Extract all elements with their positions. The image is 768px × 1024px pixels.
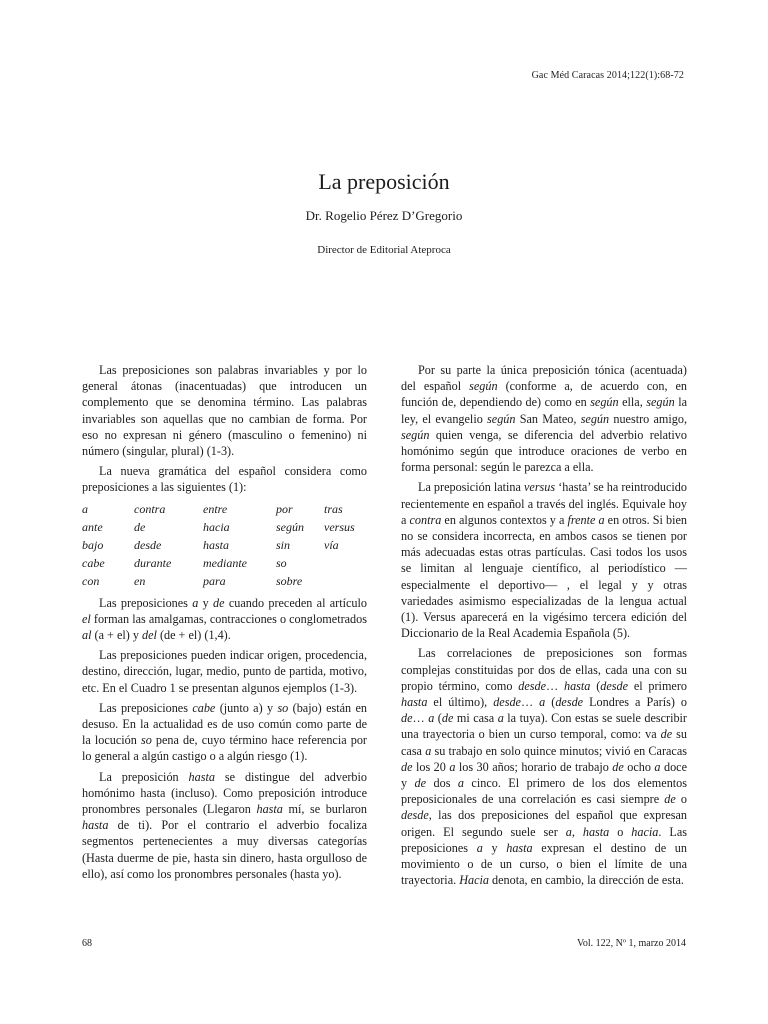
table-cell [324, 572, 364, 590]
paragraph: La preposición latina versus ‘hasta’ se ha reintroducido recientemente en español a través del inglés. Equivale hoy a contra en algunos contextos y a frente a en otros. Si bien no se considera incorrecta, en ambos casos se tienen por más adecuadas estas otras partículas. Casi todos los usos se limitan al lenguaje científico, al periodístico —especialmente el deportivo— , el legal y y otras variedades asimismo especializadas de la lengua actual (1). Versus aparecerá en la vigésimo tercera edición del Diccionario de la Real Academia Española (5). [401, 480, 687, 641]
paragraph: La preposición hasta se distingue del adverbio homónimo hasta (incluso). Como preposición introduce pronombres personales (Llegaron hasta mí, se burlaron hasta de ti). Por el contrario el adverbio focaliza segmentos pertenecientes a muy diversas categorías (Hasta duerme de pie, hasta sin dinero, hasta orgulloso de ello), así como los pronombres personales (hasta yo). [82, 769, 367, 881]
table-cell: entre [203, 501, 228, 516]
page-number: 68 [82, 938, 92, 949]
table-cell: bajo [82, 537, 104, 552]
paragraph: La nueva gramática del español considera como preposiciones a las siguientes (1): [82, 464, 367, 495]
table-row [82, 572, 364, 590]
table-cell: en [134, 573, 146, 588]
paragraph: Las preposiciones cabe (junto a) y so (bajo) están en desuso. En la actualidad es de uso común como parte de la locución so pena de, cuyo término hace referencia por lo general a algún castigo o a algún riesgo (1). [82, 700, 367, 764]
paragraph: Por su parte la única preposición tónica (acentuada) del español según (conforme a, de acuerdo con, en función de, dependiendo de) como en según ella, según la ley, el evangelio según San Mateo, según nuestro amigo, según quien venga, se diferencia del adverbio relativo homónimo según que introduce oraciones de verbo en forma personal: según le parezca a ella. [401, 363, 687, 475]
paragraph: Las preposiciones son palabras invariables y por lo general átonas (inacentuadas) que introducen un complemento que se denomina término. Las palabras invariables son aquellas que no cambian de forma. Por eso no expresan ni género (masculino o femenino) ni número (singular, plural) (1-3). [82, 363, 367, 459]
table-cell: de [134, 519, 146, 534]
table-cell [324, 554, 364, 572]
table-cell: tras [324, 501, 343, 516]
right-column [401, 362, 687, 893]
table-row [82, 536, 364, 554]
table-cell: durante [134, 555, 172, 570]
table-cell: hasta [203, 537, 230, 552]
table-cell: contra [134, 501, 166, 516]
table-cell: desde [134, 537, 162, 552]
article-author: Dr. Rogelio Pérez D’Gregorio [305, 208, 463, 223]
table-row [82, 554, 364, 572]
table-cell: so [276, 555, 287, 570]
table-cell: hacia [203, 519, 230, 534]
paragraph: Las preposiciones a y de cuando preceden al artículo el forman las amalgamas, contracciones o conglometrados al (a + el) y del (de + el) (1,4). [82, 595, 367, 643]
table-cell: sin [276, 537, 291, 552]
table-cell: según [276, 519, 304, 534]
table-cell: sobre [276, 573, 303, 588]
article-title: La preposición [318, 168, 450, 194]
table-cell: con [82, 573, 100, 588]
table-cell: mediante [203, 555, 247, 570]
journal-citation: Gac Méd Caracas 2014;122(1):68-72 [531, 70, 684, 81]
table-cell: vía [324, 537, 339, 552]
table-cell: ante [82, 519, 103, 534]
paragraph: Las preposiciones pueden indicar origen, procedencia, destino, dirección, lugar, medio, punto de partida, motivo, etc. En el Cuadro 1 se presentan algunos ejemplos (1-3). [82, 648, 367, 695]
table-cell: para [203, 573, 226, 588]
prepositions-table [82, 500, 364, 590]
table-cell: cabe [82, 555, 105, 570]
volume-info: Vol. 122, Nº 1, marzo 2014 [576, 938, 686, 949]
table-cell: a [82, 501, 88, 516]
left-column [82, 362, 367, 886]
table-cell: por [276, 501, 293, 516]
paragraph: Las correlaciones de preposiciones son formas complejas constituidas por dos de ellas, cada una con su propio término, como desde… hasta (desde el primero hasta el último), desde… a (desde Londres a París) o de… a (de mi casa a la tuya). Con estas se suele describir una trayectoria o bien un curso temporal, como: va de su casa a su trabajo en solo quince minutos; vivió en Caracas de los 20 a los 30 años; horario de trabajo de ocho a doce y de dos a cinco. El primero de los dos elementos preposicionales de una correlación es casi siempre de o desde, las dos preposiciones del español que expresan origen. El segundo suele ser a, hasta o hacia. Las preposiciones a y hasta expresan el destino de un movimiento o de un curso, o bien el límite de una trayectoria. Hacia denota, en cambio, la dirección de esta. [401, 646, 688, 888]
author-affiliation: Director de Editorial Ateproca [317, 244, 451, 256]
table-row [82, 518, 364, 536]
table-row [82, 500, 364, 518]
table-cell: versus [324, 519, 355, 534]
